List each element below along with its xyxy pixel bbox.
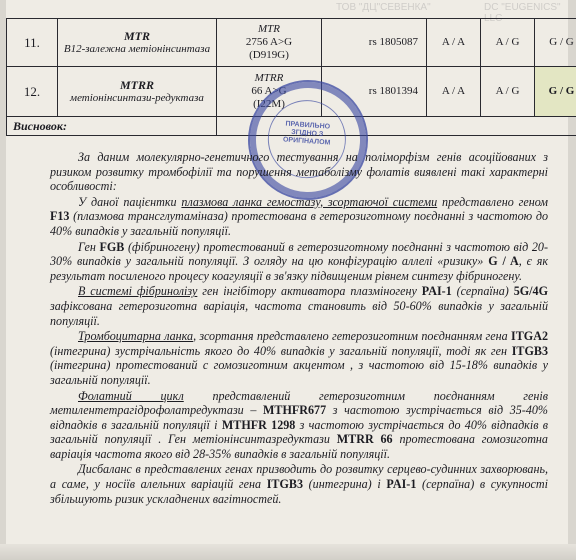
genotype-ag: A / G [481, 67, 535, 117]
paragraph-intro: За даним молекулярно-генетичного тестування на поліморфізм генів асоційованих з ризиком розвитку тромбофілії та порушення метаболізму фолатів виявлені такі характерні особливості: [50, 150, 548, 194]
conclusion-text [50, 150, 548, 506]
gene-name-bold: ITGB3 [266, 477, 303, 492]
variant-protein: (D919G) [249, 49, 289, 61]
gene-name: метіонінсинтази-редуктаза [70, 91, 204, 104]
paragraph-f13: У даної пацієнтки плазмова ланка гемостазу, зсортаючої системи представлено геном F13 (плазмова трансглутаміназа) протестована в гетерозиготному поєднанні з частотою до 40% випадків у загальній популяції. [50, 194, 548, 238]
gene-symbol: MTR [123, 28, 150, 43]
bleed-through-text: ТОВ "ДЦ"СЕВЕНКА" [336, 2, 431, 13]
variant-change: 2756 A>G [245, 36, 293, 48]
variant-change: 66 A>G [251, 85, 287, 97]
conclusion-heading: Висновок: [7, 117, 217, 136]
gene-name-bold: MTHFR 1298 [221, 417, 296, 432]
gene-symbol: MTRR [119, 77, 154, 92]
gene-name-bold: PAI-1 [386, 477, 417, 492]
genotype-aa: A / A [427, 19, 481, 67]
gene-name: B12-залежна метіонінсинтаза [63, 42, 211, 55]
gene-name-bold: MTRR 66 [336, 432, 393, 447]
genotype-gg-highlighted: G / G [535, 67, 576, 117]
variant-cell [217, 19, 322, 67]
genotype-ag: A / G [481, 19, 535, 67]
paragraph-fgb: Ген FGB (фібриногену) протестований в гетерозиготному поєднанні з частотою від 20-30% випадків у загальній популяції. З огляду на цю конфігурацію аллелі «ризику» G / A, є як результат посиленого процесу коагуляції в зв'язку підвищеним рівнем синтезу фібриногену. [50, 239, 549, 283]
row-number: 12. [7, 67, 58, 117]
variant-symbol: MTRR [254, 72, 284, 84]
paragraph-folate: Фолатний цикл представлений гетерозиготним поєднанням генів метилентетрагідрофолатредуктази – MTHFR677 з частотою зустрічається від 35-40% відпадків в загальній популяції і MTHFR 1298 з частотою зустрічається до 40% відпадків в загальній популяції . Ген метіонінсинтазредуктази MTRR 66 протестована гомозиготна варіація частота якого від 28-35% випадків в загальній популяції. [50, 388, 549, 461]
page-bottom-edge [0, 544, 576, 560]
stamp-line: ПРАВИЛЬНО [285, 120, 331, 131]
rs-id: rs 1801394 [322, 67, 427, 117]
paragraph-platelet: Тромбоцитарна ланка, зсортання представлено гетерозиготним поєднанням гена ITGA2 (інтегрина) зустрічальність якого до 40% випадків у загальній популяції, тоді як ген ITGB3 (інтегрина) протестований с гомозиготним акцентом , з частотою від 15-18% випадків у загальній популяції. [50, 329, 548, 387]
variant-bold: 5G/4G [513, 284, 548, 299]
underlined-term: Фолатний цикл [78, 388, 184, 403]
stamp-text [276, 120, 338, 148]
gene-name-bold: FGB [99, 239, 125, 254]
underlined-term: плазмова ланка гемостазу, зсортаючої системи [181, 194, 438, 209]
gene-name-bold: ITGB3 [511, 343, 548, 358]
rs-id: rs 1805087 [322, 19, 427, 67]
genotype-gg: G / G [535, 19, 576, 67]
allele-bold: G / A [488, 254, 519, 269]
underlined-term: В системі фібринолізу [78, 284, 198, 299]
underlined-term: Тромбоцитарна ланка [78, 329, 194, 344]
gene-name-bold: ITGA2 [511, 329, 548, 344]
gene-name-bold: PAI-1 [421, 284, 452, 299]
gene-cell [58, 67, 217, 117]
row-number: 11. [7, 19, 58, 67]
gene-name-bold: F13 [50, 209, 70, 224]
variant-protein: (I22M) [253, 98, 285, 110]
bleed-through-text: DC "EUGENICS" LLC [484, 2, 561, 24]
gene-name-bold: MTHFR677 [262, 403, 327, 418]
stamp-line: ЗГІДНО З [290, 128, 324, 139]
stamp-line: ОРИГІНАЛОМ [282, 136, 331, 147]
variant-symbol: MTR [258, 23, 280, 35]
gene-cell [58, 19, 217, 67]
paragraph-pai1: В системі фібринолізу ген інгібітору активатора плазміногену PAI-1 (серпаїна) 5G/4G зафіксована гетерозиготна варіація, частота становить від 50-60% випадків у загальній популяції. [50, 284, 548, 328]
paragraph-summary: Дисбаланс в представлених генах призводить до розвитку серцево-судинних захворювань, а саме, у носіїв алельних варіацій гена ITGB3 (интегрина) і PAI-1 (серпаїна) в сукупності збільшують ризик ускладнених вагітностей. [50, 462, 548, 506]
table-row [7, 19, 576, 67]
genotype-aa: A / A [427, 67, 481, 117]
